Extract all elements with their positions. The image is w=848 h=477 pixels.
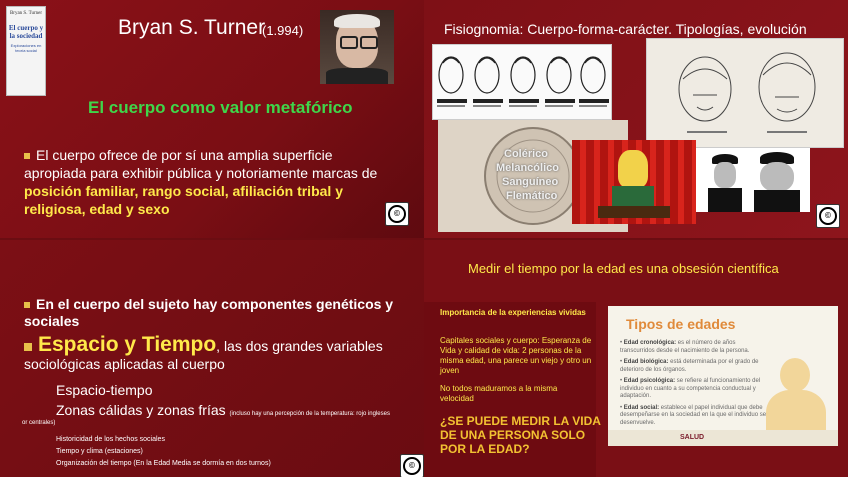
burns-cartoon-image (572, 140, 696, 224)
old-faces-sketch (646, 38, 844, 148)
card-item-text: establece el papel individual que debe desempeñarse en la sociedad en la que el individuo se desenvuelve. (620, 404, 767, 426)
bullet-icon (24, 302, 30, 308)
tipos-edades-card (608, 306, 838, 446)
bullet-genetics (24, 296, 404, 330)
faces-drawing (433, 45, 611, 119)
temperament-1: Colérico (504, 148, 549, 160)
sub-item-zonas (56, 402, 424, 418)
body-highlight: posición familiar, rango social, afiliación tribal y religiosa, edad y sexo (24, 183, 343, 217)
author-name: Bryan S. Turner (118, 16, 266, 39)
bullet-icon (24, 153, 30, 159)
paragraph-experiencias: Importancia de la experiencias vividas (440, 308, 586, 317)
bullet-space-time (24, 333, 414, 373)
book-cover (6, 6, 46, 96)
card-item-label: Edad social: (623, 404, 660, 411)
body-paragraph (24, 146, 386, 218)
card-item: • Edad biológica: está determinada por el grado de deterioro de los órganos. (620, 359, 759, 373)
zonas-note-cont: or centrales) (22, 420, 56, 426)
salud-logo-text: SALUD (680, 434, 705, 441)
book-cover-author: Bryan S. Turner (9, 11, 43, 16)
card-item: • Edad cronológica: es el número de años transcurridos desde el nacimiento de la persona. (620, 340, 750, 354)
card-item-label: Edad cronológica: (623, 340, 677, 346)
book-cover-subtitle: Exploraciones en teoría social (10, 43, 42, 53)
book-cover-title: El cuerpo y la sociedad (8, 24, 44, 40)
sketch-drawing (647, 39, 843, 147)
cc-license-icon: © (816, 204, 840, 228)
slide-espacio-tiempo (0, 240, 424, 477)
temperament-3: Sanguíneo (502, 176, 559, 188)
question-edad: ¿SE PUEDE MEDIR LA VIDA DE UNA PERSONA SOLO POR LA EDAD? (440, 414, 601, 456)
cc-license-icon: © (400, 454, 424, 477)
card-item-text: está determinada por el grado de deterioro de los órganos. (620, 359, 759, 373)
slide-turner (0, 0, 424, 238)
paragraph-capitales: Capitales sociales y cuerpo: Esperanza de Vida y calidad de vida: 2 personas de la misma edad, una parece un viejo y otro un joven (440, 336, 592, 375)
body-text: El cuerpo ofrece de por sí una amplia superficie apropiada para exhibir pública y notoriamente marcas de (24, 147, 378, 181)
cc-license-icon: © (385, 202, 409, 226)
slide-title: Fisiognomia: Cuerpo-forma-carácter. Tipologías, evolución (444, 21, 807, 37)
paragraph-madurar: No todos maduramos a la misma velocidad (440, 384, 558, 403)
zonas-note: (incluso hay una percepción de la temperatura: rojo ingleses (229, 411, 390, 417)
card-items (620, 340, 768, 427)
small-item-3: Organización del tiempo (En la Edad Media se dormía en dos turnos) (56, 460, 271, 467)
slide-heading: El cuerpo como valor metafórico (88, 98, 353, 117)
space-time-heading: Espacio y Tiempo (38, 333, 217, 356)
author-photo (320, 10, 394, 84)
author-year: (1.994) (262, 23, 304, 38)
card-item: • Edad psicológica: se refiere al funcionamiento del individuo en cuanto a su competencia conductual y adaptación. (620, 378, 761, 399)
caricature-faces-image (432, 44, 612, 120)
card-item-label: Edad biológica: (623, 359, 669, 365)
small-item-1: Historicidad de los hechos sociales (56, 436, 165, 443)
card-item: • Edad social: establece el papel individual que debe desempeñarse en la sociedad en la que el individuo se desenvuelve. (620, 404, 767, 426)
sub-item-espacio-tiempo: Espacio-tiempo (56, 382, 153, 398)
card-title: Tipos de edades (626, 316, 736, 332)
slide-fisiognomia (424, 0, 848, 238)
card-item-label: Edad psicológica: (623, 378, 676, 384)
slide-title: Medir el tiempo por la edad es una obsesión científica (468, 261, 779, 276)
laurel-hardy-image (696, 148, 810, 212)
temperament-4: Flemático (506, 190, 558, 202)
card-item-text: es el número de años transcurridos desde el nacimiento de la persona. (620, 340, 750, 354)
card-item-text: se refiere al funcionamiento del individuo en cuanto a su competencia conductual y adaptación. (620, 378, 761, 399)
card-footer (608, 430, 838, 446)
slide-edad (424, 240, 848, 477)
temperament-2: Melancólico (496, 162, 559, 174)
bullet-icon (24, 343, 32, 351)
zonas-text: Zonas cálidas y zonas frías (56, 402, 226, 418)
bullet-genetics-text: En el cuerpo del sujeto hay componentes genéticos y sociales (24, 296, 394, 329)
space-time-text: , las dos grandes variables sociológicas aplicadas al cuerpo (24, 338, 383, 372)
small-item-2: Tiempo y clima (estaciones) (56, 448, 143, 455)
